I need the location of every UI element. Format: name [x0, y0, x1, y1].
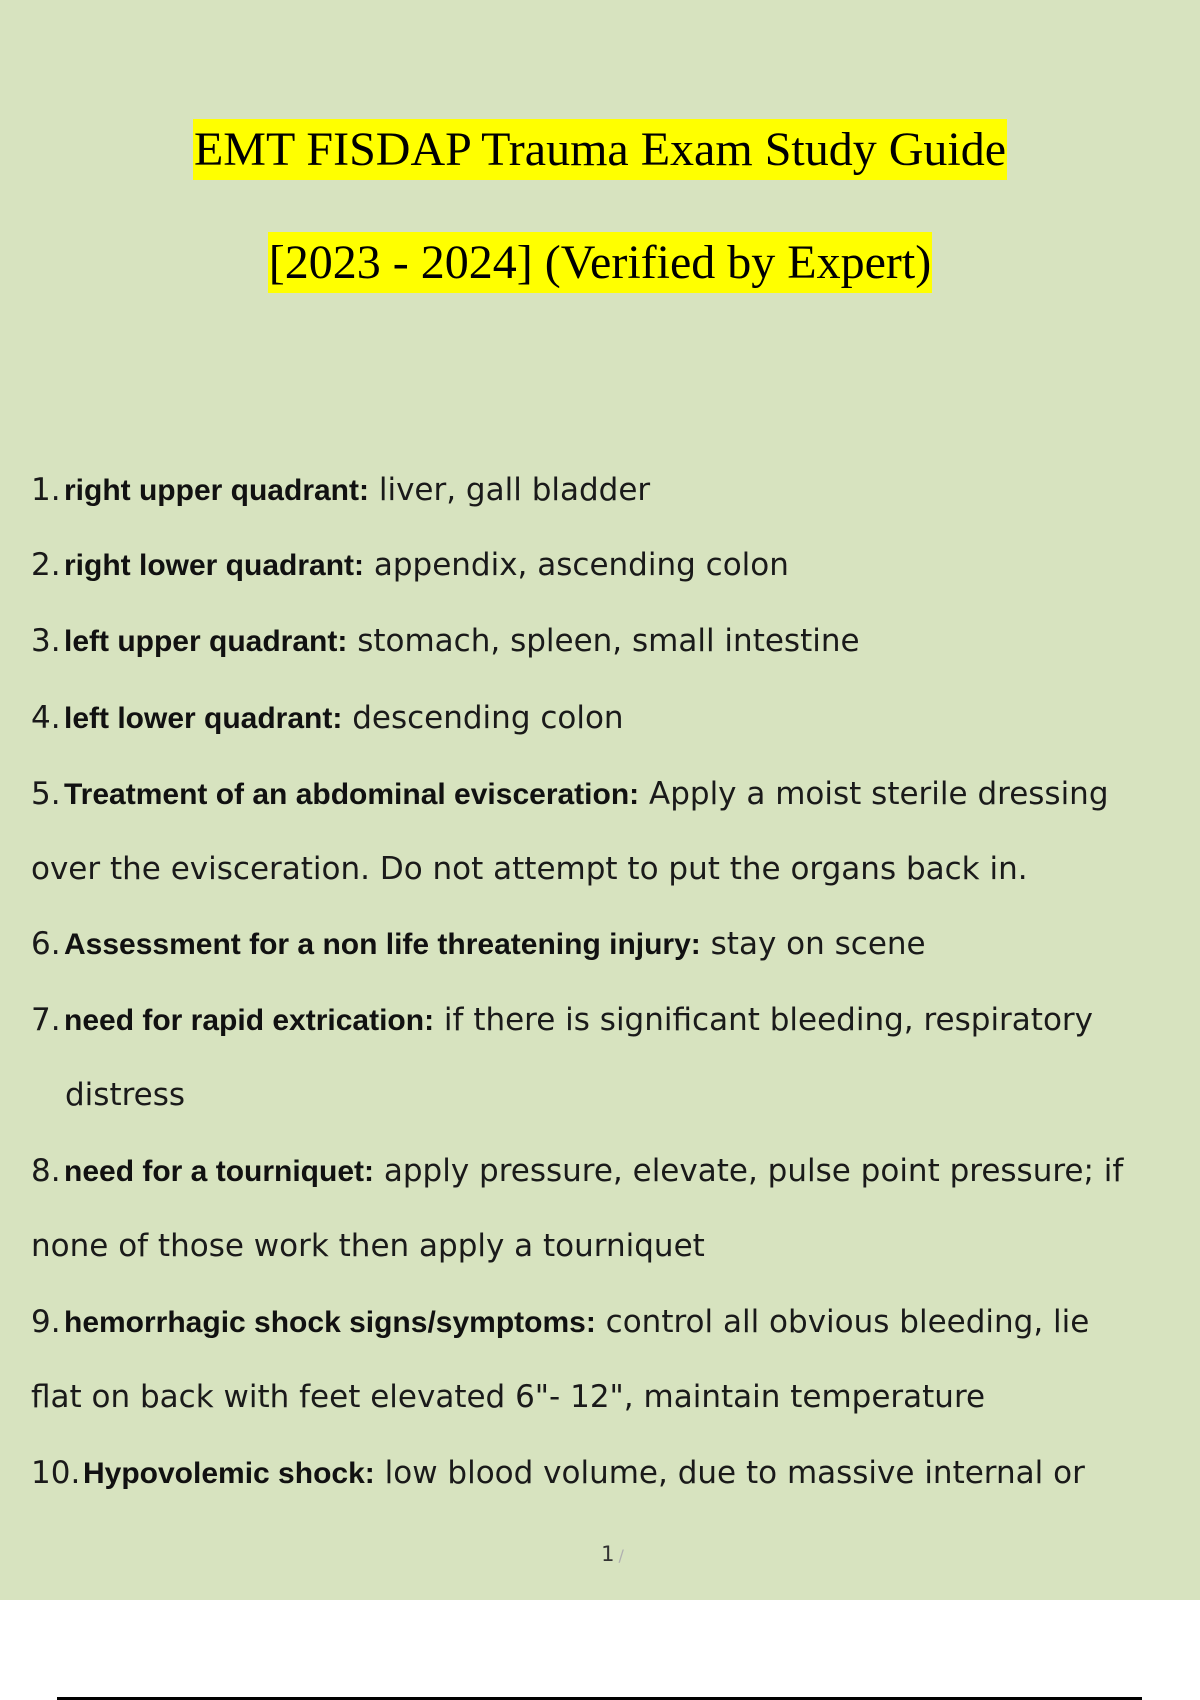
- list-item: [31, 474, 1181, 507]
- list-item: [31, 625, 1181, 658]
- item-text: stomach, spleen, small intestine: [347, 623, 860, 659]
- item-number: 7.: [31, 1002, 61, 1038]
- item-text: Apply a moist sterile dressing: [639, 776, 1109, 812]
- item-text: low blood volume, due to massive internal or: [374, 1455, 1085, 1491]
- item-number: 5.: [31, 776, 61, 812]
- document-title-line-1: [0, 123, 1200, 176]
- item-number: 2.: [31, 547, 61, 583]
- item-term: Hypovolemic shock:: [83, 1457, 375, 1490]
- item-text: if there is significant bleeding, respiratory: [434, 1002, 1094, 1038]
- list-item: [31, 778, 1181, 811]
- item-number: 8.: [31, 1153, 61, 1189]
- item-term: left lower quadrant:: [64, 702, 343, 735]
- item-number: 6.: [31, 926, 61, 962]
- item-term: Treatment of an abdominal evisceration:: [64, 778, 640, 811]
- item-term: right lower quadrant:: [64, 549, 364, 582]
- list-item: [31, 1155, 1181, 1188]
- item-number: 9.: [31, 1304, 61, 1340]
- item-number: 3.: [31, 623, 61, 659]
- list-item: [31, 1457, 1181, 1490]
- item-continuation: flat on back with feet elevated 6"- 12", maintain temperature: [31, 1379, 986, 1415]
- item-term: left upper quadrant:: [64, 625, 348, 658]
- list-item: [31, 702, 1181, 735]
- item-term: need for a tourniquet:: [64, 1155, 374, 1188]
- item-term: hemorrhagic shock signs/symptoms:: [64, 1306, 596, 1339]
- item-term: need for rapid extrication:: [64, 1004, 435, 1037]
- item-text: stay on scene: [700, 926, 926, 962]
- item-text: appendix, ascending colon: [364, 547, 789, 583]
- item-text: control all obvious bleeding, lie: [595, 1304, 1090, 1340]
- item-number: 1.: [31, 472, 61, 508]
- item-continuation: distress: [65, 1077, 186, 1113]
- list-item: [31, 1306, 1181, 1339]
- list-item: [31, 549, 1181, 582]
- page-number-separator: /: [618, 1546, 624, 1565]
- item-number: 10.: [31, 1455, 81, 1491]
- document-title-line-2: [0, 236, 1200, 289]
- item-text: liver, gall bladder: [368, 472, 651, 508]
- list-item: [31, 928, 1181, 961]
- item-number: 4.: [31, 700, 61, 736]
- title-highlight-2: [2023 - 2024] (Verified by Expert): [268, 232, 932, 293]
- title-highlight-1: EMT FISDAP Trauma Exam Study Guide: [193, 119, 1007, 180]
- item-term: Assessment for a non life threatening injury:: [64, 928, 701, 961]
- page-number: [0, 1542, 1200, 1566]
- list-item: [31, 1004, 1181, 1037]
- page-number-value: 1: [601, 1542, 615, 1566]
- item-continuation: over the evisceration. Do not attempt to put the organs back in.: [31, 851, 1028, 887]
- item-text: apply pressure, elevate, pulse point pressure; if: [374, 1153, 1124, 1189]
- item-continuation: none of those work then apply a tourniquet: [31, 1228, 705, 1264]
- item-text: descending colon: [342, 700, 624, 736]
- item-term: right upper quadrant:: [64, 474, 369, 507]
